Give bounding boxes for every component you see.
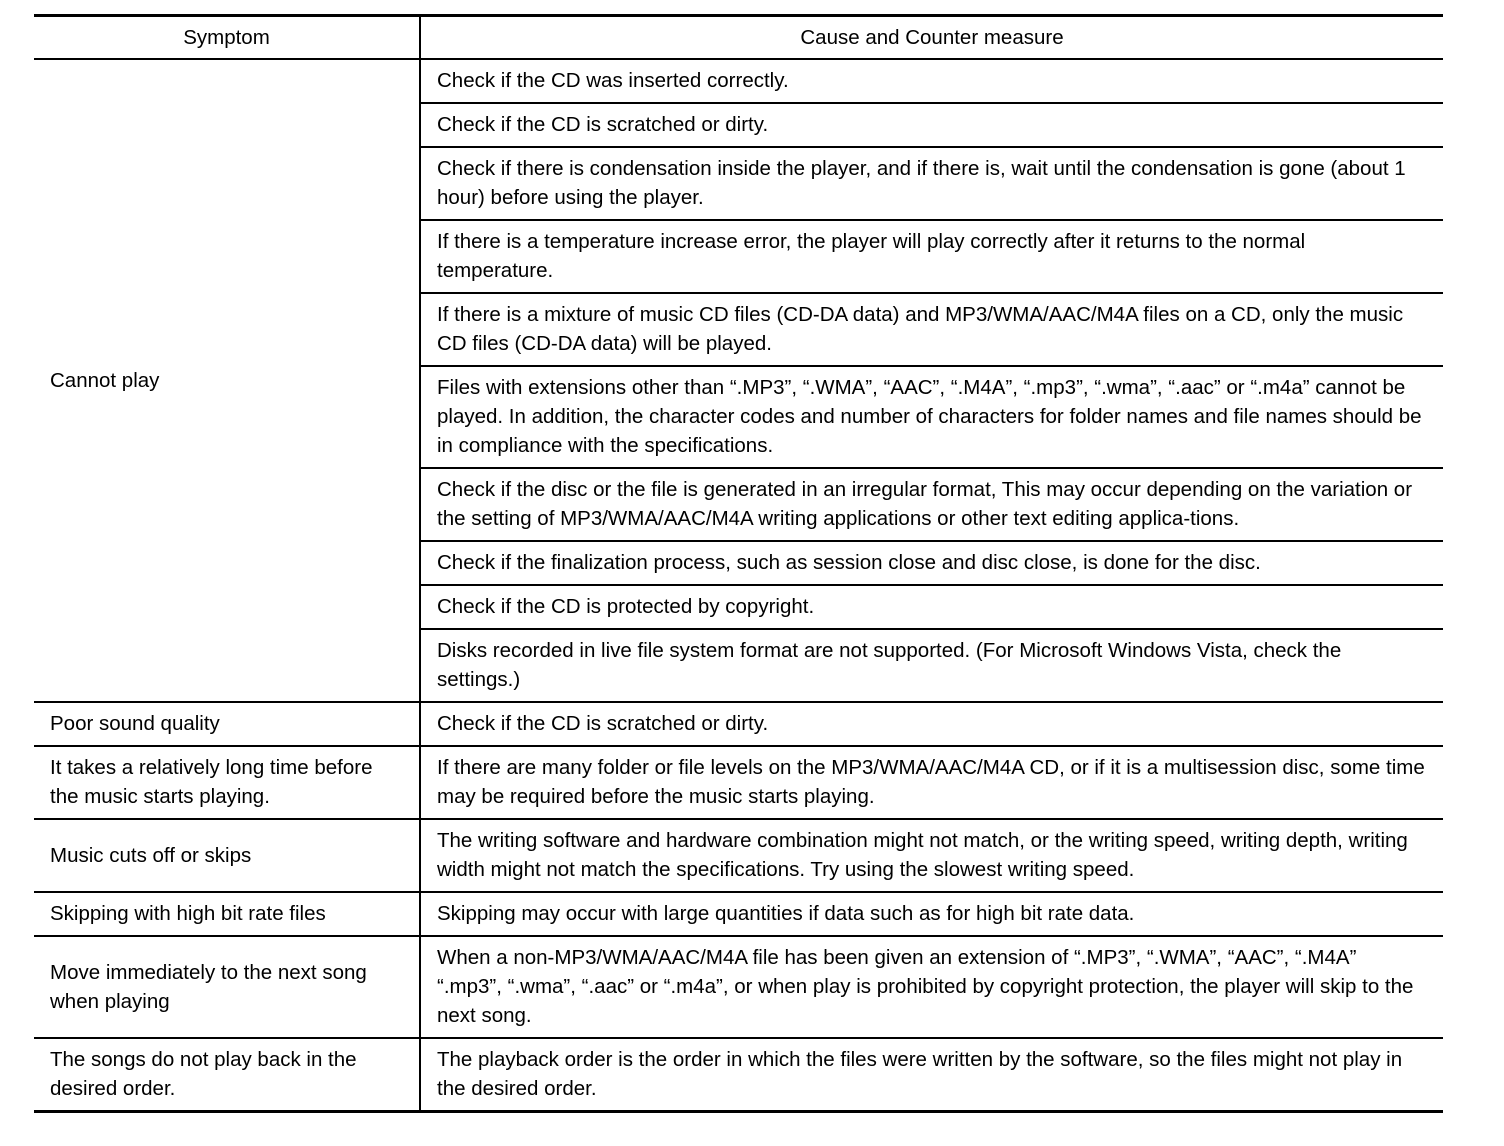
cause-cell: If there is a mixture of music CD files (CD-DA data) and MP3/WMA/AAC/M4A files on a CD, only the music CD files (CD-DA data) will be played.: [420, 293, 1443, 366]
cause-cell: Check if the CD is protected by copyright.: [420, 585, 1443, 629]
symptom-cell: It takes a relatively long time before the music starts playing.: [34, 746, 420, 819]
symptom-cell: Move immediately to the next song when playing: [34, 936, 420, 1038]
table-row: [34, 59, 1443, 103]
table-body: [34, 59, 1443, 1112]
table-row: [34, 746, 1443, 819]
cause-column-header: Cause and Counter measure: [420, 16, 1443, 60]
cause-cell: Check if the CD was inserted correctly.: [420, 59, 1443, 103]
table-row: [34, 936, 1443, 1038]
cause-cell: Files with extensions other than “.MP3”, “.WMA”, “AAC”, “.M4A”, “.mp3”, “.wma”, “.aac” or “.m4a” cannot be played. In addition, the character codes and number of characters for folder names and file names should be in compliance with the specifications.: [420, 366, 1443, 468]
symptom-cell: The songs do not play back in the desired order.: [34, 1038, 420, 1112]
cause-cell: Check if the disc or the file is generated in an irregular format, This may occur depending on the variation or the setting of MP3/WMA/AAC/M4A writing applications or other text editing applica-tions.: [420, 468, 1443, 541]
table-header: [34, 16, 1443, 60]
table-row: [34, 1038, 1443, 1112]
cause-cell: Check if the CD is scratched or dirty.: [420, 702, 1443, 746]
symptom-column-header: Symptom: [34, 16, 420, 60]
symptom-cell: Cannot play: [34, 59, 420, 702]
cause-cell: Check if there is condensation inside the player, and if there is, wait until the condensation is gone (about 1 hour) before using the player.: [420, 147, 1443, 220]
cause-cell: Skipping may occur with large quantities if data such as for high bit rate data.: [420, 892, 1443, 936]
cause-cell: Disks recorded in live file system format are not supported. (For Microsoft Windows Vista, check the settings.): [420, 629, 1443, 702]
cause-cell: If there are many folder or file levels on the MP3/WMA/AAC/M4A CD, or if it is a multisession disc, some time may be required before the music starts playing.: [420, 746, 1443, 819]
cause-cell: The playback order is the order in which the files were written by the software, so the files might not play in the desired order.: [420, 1038, 1443, 1112]
header-row: [34, 16, 1443, 60]
table-row: [34, 819, 1443, 892]
cause-cell: The writing software and hardware combination might not match, or the writing speed, writing depth, writing width might not match the specifications. Try using the slowest writing speed.: [420, 819, 1443, 892]
table-row: [34, 702, 1443, 746]
symptom-cell: Poor sound quality: [34, 702, 420, 746]
troubleshooting-table: [34, 14, 1443, 1113]
table-row: [34, 892, 1443, 936]
cause-cell: When a non-MP3/WMA/AAC/M4A file has been given an extension of “.MP3”, “.WMA”, “AAC”, “.M4A” “.mp3”, “.wma”, “.aac” or “.m4a”, or when play is prohibited by copyright protection, the player will skip to the next song.: [420, 936, 1443, 1038]
cause-cell: Check if the CD is scratched or dirty.: [420, 103, 1443, 147]
symptom-cell: Skipping with high bit rate files: [34, 892, 420, 936]
cause-cell: Check if the finalization process, such as session close and disc close, is done for the disc.: [420, 541, 1443, 585]
symptom-cell: Music cuts off or skips: [34, 819, 420, 892]
cause-cell: If there is a temperature increase error, the player will play correctly after it returns to the normal temperature.: [420, 220, 1443, 293]
